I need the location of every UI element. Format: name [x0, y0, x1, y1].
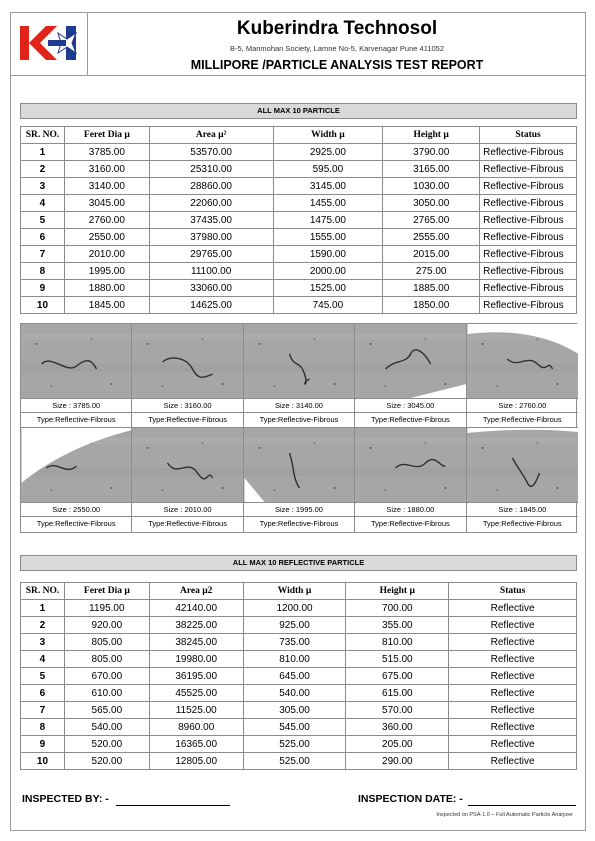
- particle-type-caption: Type:Reflective-Fibrous: [132, 413, 242, 428]
- particle-type-caption: Type:Reflective-Fibrous: [259, 519, 339, 528]
- table-row: [21, 668, 577, 685]
- report-header: [10, 12, 586, 76]
- company-logo: [10, 12, 88, 76]
- table-row: [21, 297, 577, 314]
- value-cell: 290.00: [346, 753, 449, 770]
- row-number: 1: [21, 600, 65, 617]
- inspection-date-line[interactable]: [468, 805, 576, 806]
- particle-thumbnail[interactable]: [244, 428, 354, 502]
- value-cell: 2555.00: [383, 229, 480, 246]
- value-cell: 925.00: [243, 617, 346, 634]
- particle-image-cell[interactable]: [467, 428, 578, 532]
- value-cell: 205.00: [346, 736, 449, 753]
- value-cell: 645.00: [243, 668, 346, 685]
- column-header: SR. NO.: [21, 583, 65, 600]
- value-cell: 670.00: [64, 668, 149, 685]
- particle-size-caption: Size : 1845.00: [467, 502, 578, 517]
- particle-size-caption: Size : 3140.00: [244, 398, 354, 413]
- value-cell: 2760.00: [64, 212, 149, 229]
- value-cell: 745.00: [273, 297, 383, 314]
- column-header: Status: [480, 127, 577, 144]
- value-cell: 11525.00: [149, 702, 243, 719]
- particle-image-cell[interactable]: [355, 324, 466, 428]
- column-header: Area µ²: [149, 127, 273, 144]
- row-number: 5: [21, 668, 65, 685]
- table-row: [21, 280, 577, 297]
- value-cell: 805.00: [64, 651, 149, 668]
- table-row: [21, 263, 577, 280]
- particle-thumbnail[interactable]: [132, 428, 242, 502]
- table-row: [21, 617, 577, 634]
- value-cell: 545.00: [243, 719, 346, 736]
- table-header-row: [21, 127, 577, 144]
- status-cell: Reflective: [449, 736, 577, 753]
- row-number: 7: [21, 702, 65, 719]
- value-cell: 1030.00: [383, 178, 480, 195]
- value-cell: 1885.00: [383, 280, 480, 297]
- status-cell: Reflective-Fibrous: [480, 280, 577, 297]
- status-cell: Reflective-Fibrous: [480, 161, 577, 178]
- particle-type-caption: Type:Reflective-Fibrous: [467, 413, 578, 428]
- column-header: Feret Dia µ: [64, 127, 149, 144]
- value-cell: 37980.00: [149, 229, 273, 246]
- value-cell: 615.00: [346, 685, 449, 702]
- reflective-table: [20, 582, 577, 770]
- value-cell: 38245.00: [149, 634, 243, 651]
- value-cell: 45525.00: [149, 685, 243, 702]
- row-number: 3: [21, 178, 65, 195]
- particle-size-caption: Size : 1995.00: [244, 502, 354, 517]
- status-cell: Reflective: [449, 685, 577, 702]
- column-header: Width µ: [243, 583, 346, 600]
- status-cell: Reflective: [449, 753, 577, 770]
- table-row: [21, 144, 577, 161]
- value-cell: 36195.00: [149, 668, 243, 685]
- row-number: 2: [21, 617, 65, 634]
- particle-type-caption: Type:Reflective-Fibrous: [36, 519, 116, 528]
- column-header: Feret Dia µ: [64, 583, 149, 600]
- row-number: 4: [21, 195, 65, 212]
- particle-image-cell[interactable]: [132, 324, 243, 428]
- status-cell: Reflective-Fibrous: [480, 144, 577, 161]
- table-row: [21, 195, 577, 212]
- value-cell: 355.00: [346, 617, 449, 634]
- particle-image-grid: [20, 323, 577, 533]
- value-cell: 1880.00: [64, 280, 149, 297]
- value-cell: 2550.00: [64, 229, 149, 246]
- value-cell: 2015.00: [383, 246, 480, 263]
- row-number: 2: [21, 161, 65, 178]
- table-row: [21, 161, 577, 178]
- row-number: 7: [21, 246, 65, 263]
- value-cell: 540.00: [243, 685, 346, 702]
- particle-size-caption: Size : 3160.00: [132, 398, 242, 413]
- value-cell: 8960.00: [149, 719, 243, 736]
- status-cell: Reflective-Fibrous: [480, 229, 577, 246]
- value-cell: 3790.00: [383, 144, 480, 161]
- column-header: SR. NO.: [21, 127, 65, 144]
- value-cell: 53570.00: [149, 144, 273, 161]
- column-header: Width µ: [273, 127, 383, 144]
- status-cell: Reflective-Fibrous: [480, 195, 577, 212]
- value-cell: 37435.00: [149, 212, 273, 229]
- particle-size-caption: Size : 3785.00: [21, 398, 131, 413]
- column-header: Area µ2: [149, 583, 243, 600]
- particle-image-cell[interactable]: [355, 428, 466, 532]
- value-cell: 1475.00: [273, 212, 383, 229]
- value-cell: 12805.00: [149, 753, 243, 770]
- column-header: Height µ: [383, 127, 480, 144]
- particle-thumbnail[interactable]: [21, 428, 131, 502]
- value-cell: 38225.00: [149, 617, 243, 634]
- inspected-by-signature-line[interactable]: [116, 805, 230, 806]
- status-cell: Reflective: [449, 651, 577, 668]
- particle-type-caption: Type:Reflective-Fibrous: [244, 413, 354, 428]
- value-cell: 595.00: [273, 161, 383, 178]
- particle-type-caption: Type:Reflective-Fibrous: [370, 519, 450, 528]
- value-cell: 1845.00: [64, 297, 149, 314]
- value-cell: 2765.00: [383, 212, 480, 229]
- table-row: [21, 212, 577, 229]
- particle-image-cell[interactable]: [132, 428, 243, 532]
- value-cell: 3050.00: [383, 195, 480, 212]
- row-number: 8: [21, 263, 65, 280]
- value-cell: 565.00: [64, 702, 149, 719]
- particles-table: [20, 126, 577, 314]
- status-cell: Reflective: [449, 719, 577, 736]
- particle-thumbnail[interactable]: [355, 428, 465, 502]
- value-cell: 33060.00: [149, 280, 273, 297]
- table-header-row: [21, 583, 577, 600]
- value-cell: 29765.00: [149, 246, 273, 263]
- value-cell: 700.00: [346, 600, 449, 617]
- status-cell: Reflective-Fibrous: [480, 263, 577, 280]
- value-cell: 1590.00: [273, 246, 383, 263]
- inspection-date-label: INSPECTION DATE: -: [358, 793, 463, 805]
- value-cell: 3045.00: [64, 195, 149, 212]
- value-cell: 1455.00: [273, 195, 383, 212]
- status-cell: Reflective: [449, 668, 577, 685]
- value-cell: 610.00: [64, 685, 149, 702]
- value-cell: 810.00: [243, 651, 346, 668]
- logo-mark-icon: [20, 26, 78, 60]
- particle-size-caption: Size : 3045.00: [355, 398, 465, 413]
- particle-thumbnail[interactable]: [21, 324, 131, 398]
- row-number: 9: [21, 280, 65, 297]
- value-cell: 920.00: [64, 617, 149, 634]
- table-row: [21, 600, 577, 617]
- table-row: [21, 178, 577, 195]
- status-cell: Reflective: [449, 702, 577, 719]
- value-cell: 735.00: [243, 634, 346, 651]
- value-cell: 1995.00: [64, 263, 149, 280]
- row-number: 10: [21, 753, 65, 770]
- row-number: 3: [21, 634, 65, 651]
- value-cell: 675.00: [346, 668, 449, 685]
- status-cell: Reflective: [449, 634, 577, 651]
- status-cell: Reflective-Fibrous: [480, 178, 577, 195]
- value-cell: 805.00: [64, 634, 149, 651]
- value-cell: 810.00: [346, 634, 449, 651]
- value-cell: 1195.00: [64, 600, 149, 617]
- inspected-by-label: INSPECTED BY: -: [22, 793, 109, 805]
- value-cell: 2925.00: [273, 144, 383, 161]
- status-cell: Reflective-Fibrous: [480, 246, 577, 263]
- particles-section-title: ALL MAX 10 PARTICLE: [20, 103, 577, 119]
- value-cell: 1555.00: [273, 229, 383, 246]
- column-header: Status: [449, 583, 577, 600]
- table-row: [21, 685, 577, 702]
- particle-thumbnail[interactable]: [355, 324, 465, 398]
- company-name: Kuberindra Technosol: [236, 18, 438, 39]
- value-cell: 14625.00: [149, 297, 273, 314]
- particle-thumbnail[interactable]: [467, 324, 578, 398]
- value-cell: 570.00: [346, 702, 449, 719]
- row-number: 6: [21, 229, 65, 246]
- value-cell: 16365.00: [149, 736, 243, 753]
- value-cell: 360.00: [346, 719, 449, 736]
- table-row: [21, 651, 577, 668]
- particle-image-cell[interactable]: [21, 324, 132, 428]
- particle-thumbnail[interactable]: [244, 324, 354, 398]
- status-cell: Reflective-Fibrous: [480, 297, 577, 314]
- particle-image-cell[interactable]: [244, 428, 355, 532]
- value-cell: 25310.00: [149, 161, 273, 178]
- value-cell: 525.00: [243, 753, 346, 770]
- value-cell: 520.00: [64, 753, 149, 770]
- status-cell: Reflective-Fibrous: [480, 212, 577, 229]
- particle-type-caption: Type:Reflective-Fibrous: [148, 519, 227, 528]
- reflective-section-title: ALL MAX 10 REFLECTIVE PARTICLE: [20, 555, 577, 571]
- particle-size-caption: Size : 2760.00: [467, 398, 578, 413]
- value-cell: 1525.00: [273, 280, 383, 297]
- table-row: [21, 634, 577, 651]
- table-row: [21, 702, 577, 719]
- column-header: Height µ: [346, 583, 449, 600]
- status-cell: Reflective: [449, 617, 577, 634]
- company-address: B-5, Manmohan Society, Lamne No-5, Karvenagar Pune 411052: [229, 44, 445, 53]
- row-number: 9: [21, 736, 65, 753]
- value-cell: 525.00: [243, 736, 346, 753]
- value-cell: 3785.00: [64, 144, 149, 161]
- value-cell: 275.00: [383, 263, 480, 280]
- particle-size-caption: Size : 2010.00: [132, 502, 242, 517]
- row-number: 5: [21, 212, 65, 229]
- value-cell: 2000.00: [273, 263, 383, 280]
- analyzer-footnote: Inspected on PSA-1.0 – Full Automatic Particle Analyzer: [436, 812, 573, 818]
- particle-size-caption: Size : 2550.00: [21, 502, 131, 517]
- particle-size-caption: Size : 1880.00: [355, 502, 465, 517]
- value-cell: 19980.00: [149, 651, 243, 668]
- value-cell: 305.00: [243, 702, 346, 719]
- value-cell: 3140.00: [64, 178, 149, 195]
- row-number: 10: [21, 297, 65, 314]
- table-row: [21, 719, 577, 736]
- particle-image-cell[interactable]: [467, 324, 578, 428]
- value-cell: 2010.00: [64, 246, 149, 263]
- particle-type-caption: Type:Reflective-Fibrous: [482, 519, 562, 528]
- value-cell: 1200.00: [243, 600, 346, 617]
- row-number: 4: [21, 651, 65, 668]
- value-cell: 11100.00: [149, 263, 273, 280]
- value-cell: 42140.00: [149, 600, 243, 617]
- particle-image-cell[interactable]: [244, 324, 355, 428]
- particle-image-cell[interactable]: [21, 428, 132, 532]
- value-cell: 515.00: [346, 651, 449, 668]
- value-cell: 1850.00: [383, 297, 480, 314]
- value-cell: 520.00: [64, 736, 149, 753]
- table-row: [21, 246, 577, 263]
- value-cell: 3160.00: [64, 161, 149, 178]
- particle-thumbnail[interactable]: [132, 324, 242, 398]
- table-row: [21, 753, 577, 770]
- particle-thumbnail[interactable]: [467, 428, 578, 502]
- value-cell: 3165.00: [383, 161, 480, 178]
- status-cell: Reflective: [449, 600, 577, 617]
- table-row: [21, 229, 577, 246]
- particle-type-caption: Type:Reflective-Fibrous: [355, 413, 465, 428]
- particle-type-caption: Type:Reflective-Fibrous: [21, 413, 131, 428]
- row-number: 8: [21, 719, 65, 736]
- value-cell: 28860.00: [149, 178, 273, 195]
- report-title: MILLIPORE /PARTICLE ANALYSIS TEST REPORT: [190, 58, 484, 72]
- table-row: [21, 736, 577, 753]
- value-cell: 540.00: [64, 719, 149, 736]
- value-cell: 3145.00: [273, 178, 383, 195]
- value-cell: 22060.00: [149, 195, 273, 212]
- row-number: 6: [21, 685, 65, 702]
- row-number: 1: [21, 144, 65, 161]
